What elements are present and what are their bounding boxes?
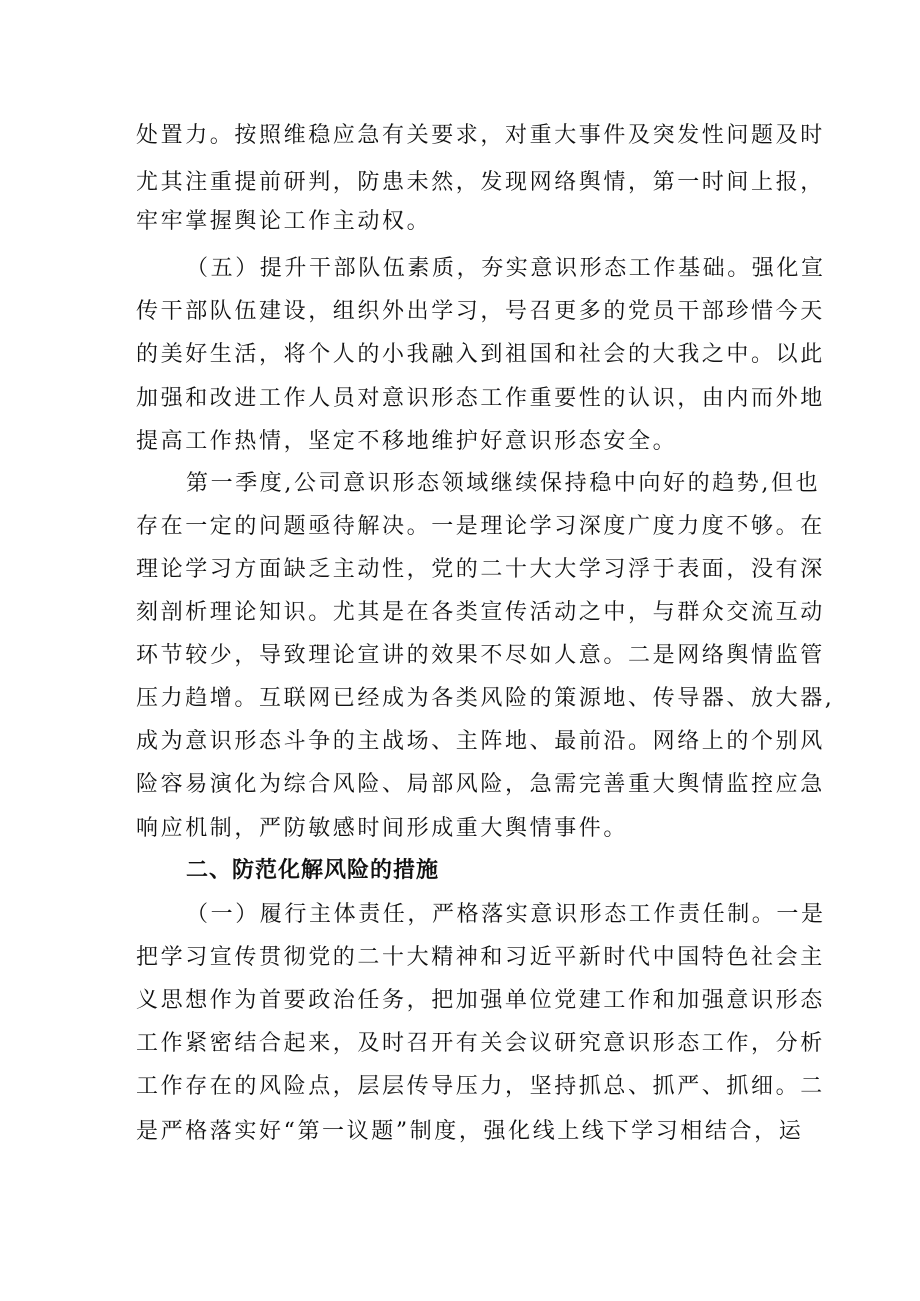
paragraph-line: 刻剖析理论知识。尤其是在各类宣传活动之中，与群众交流互动 [136, 600, 825, 625]
paragraph-line: 传干部队伍建设，组织外出学习，号召更多的党员干部珍惜今天 [136, 299, 825, 324]
section-heading: 二、防范化解风险的措施 [186, 858, 440, 883]
paragraph-line: 处置力。按照维稳应急有关要求，对重大事件及突发性问题及时 [136, 123, 825, 148]
paragraph-line: 尤其注重提前研判，防患未然，发现网络舆情，第一时间上报， [136, 170, 825, 195]
paragraph-line: 义思想作为首要政治任务，把加强单位党建工作和加强意识形态 [136, 988, 825, 1013]
paragraph-line: 响应机制，严防敏感时间形成重大舆情事件。 [136, 816, 629, 841]
paragraph-line: 成为意识形态斗争的主战场、主阵地、最前沿。网络上的个别风 [136, 729, 825, 754]
paragraph-line: 的美好生活，将个人的小我融入到祖国和社会的大我之中。以此 [136, 342, 825, 367]
paragraph-line: 险容易演化为综合风险、局部风险，急需完善重大舆情监控应急 [136, 772, 825, 797]
paragraph-line: 工作紧密结合起来，及时召开有关会议研究意识形态工作，分析 [136, 1031, 825, 1056]
paragraph-line: 理论学习方面缺乏主动性，党的二十大大学习浮于表面，没有深 [136, 557, 825, 582]
paragraph-line: 存在一定的问题亟待解决。一是理论学习深度广度力度不够。在 [136, 514, 825, 539]
paragraph-line: 加强和改进工作人员对意识形态工作重要性的认识，由内而外地 [136, 386, 825, 411]
paragraph-line: 牢牢掌握舆论工作主动权。 [136, 209, 432, 234]
paragraph-line: 工作存在的风险点，层层传导压力，坚持抓总、抓严、抓细。二 [136, 1074, 825, 1099]
paragraph-line: 把学习宣传贯彻党的二十大精神和习近平新时代中国特色社会主 [136, 945, 825, 970]
paragraph-line: 压力趋增。互联网已经成为各类风险的策源地、传导器、放大器, [136, 686, 835, 711]
paragraph-line: 环节较少，导致理论宣讲的效果不尽如人意。二是网络舆情监管 [136, 643, 825, 668]
paragraph-line: 第一季度,公司意识形态领域继续保持稳中向好的趋势,但也 [186, 471, 821, 496]
paragraph-line: （一）履行主体责任，严格落实意识形态工作责任制。一是 [186, 902, 826, 927]
paragraph-line: 提高工作热情，坚定不移地维护好意识形态安全。 [136, 429, 678, 454]
paragraph-line: 是严格落实好“第一议题”制度，强化线上线下学习相结合，运 [136, 1119, 804, 1144]
paragraph-line: （五）提升干部队伍素质，夯实意识形态工作基础。强化宣 [186, 256, 826, 281]
